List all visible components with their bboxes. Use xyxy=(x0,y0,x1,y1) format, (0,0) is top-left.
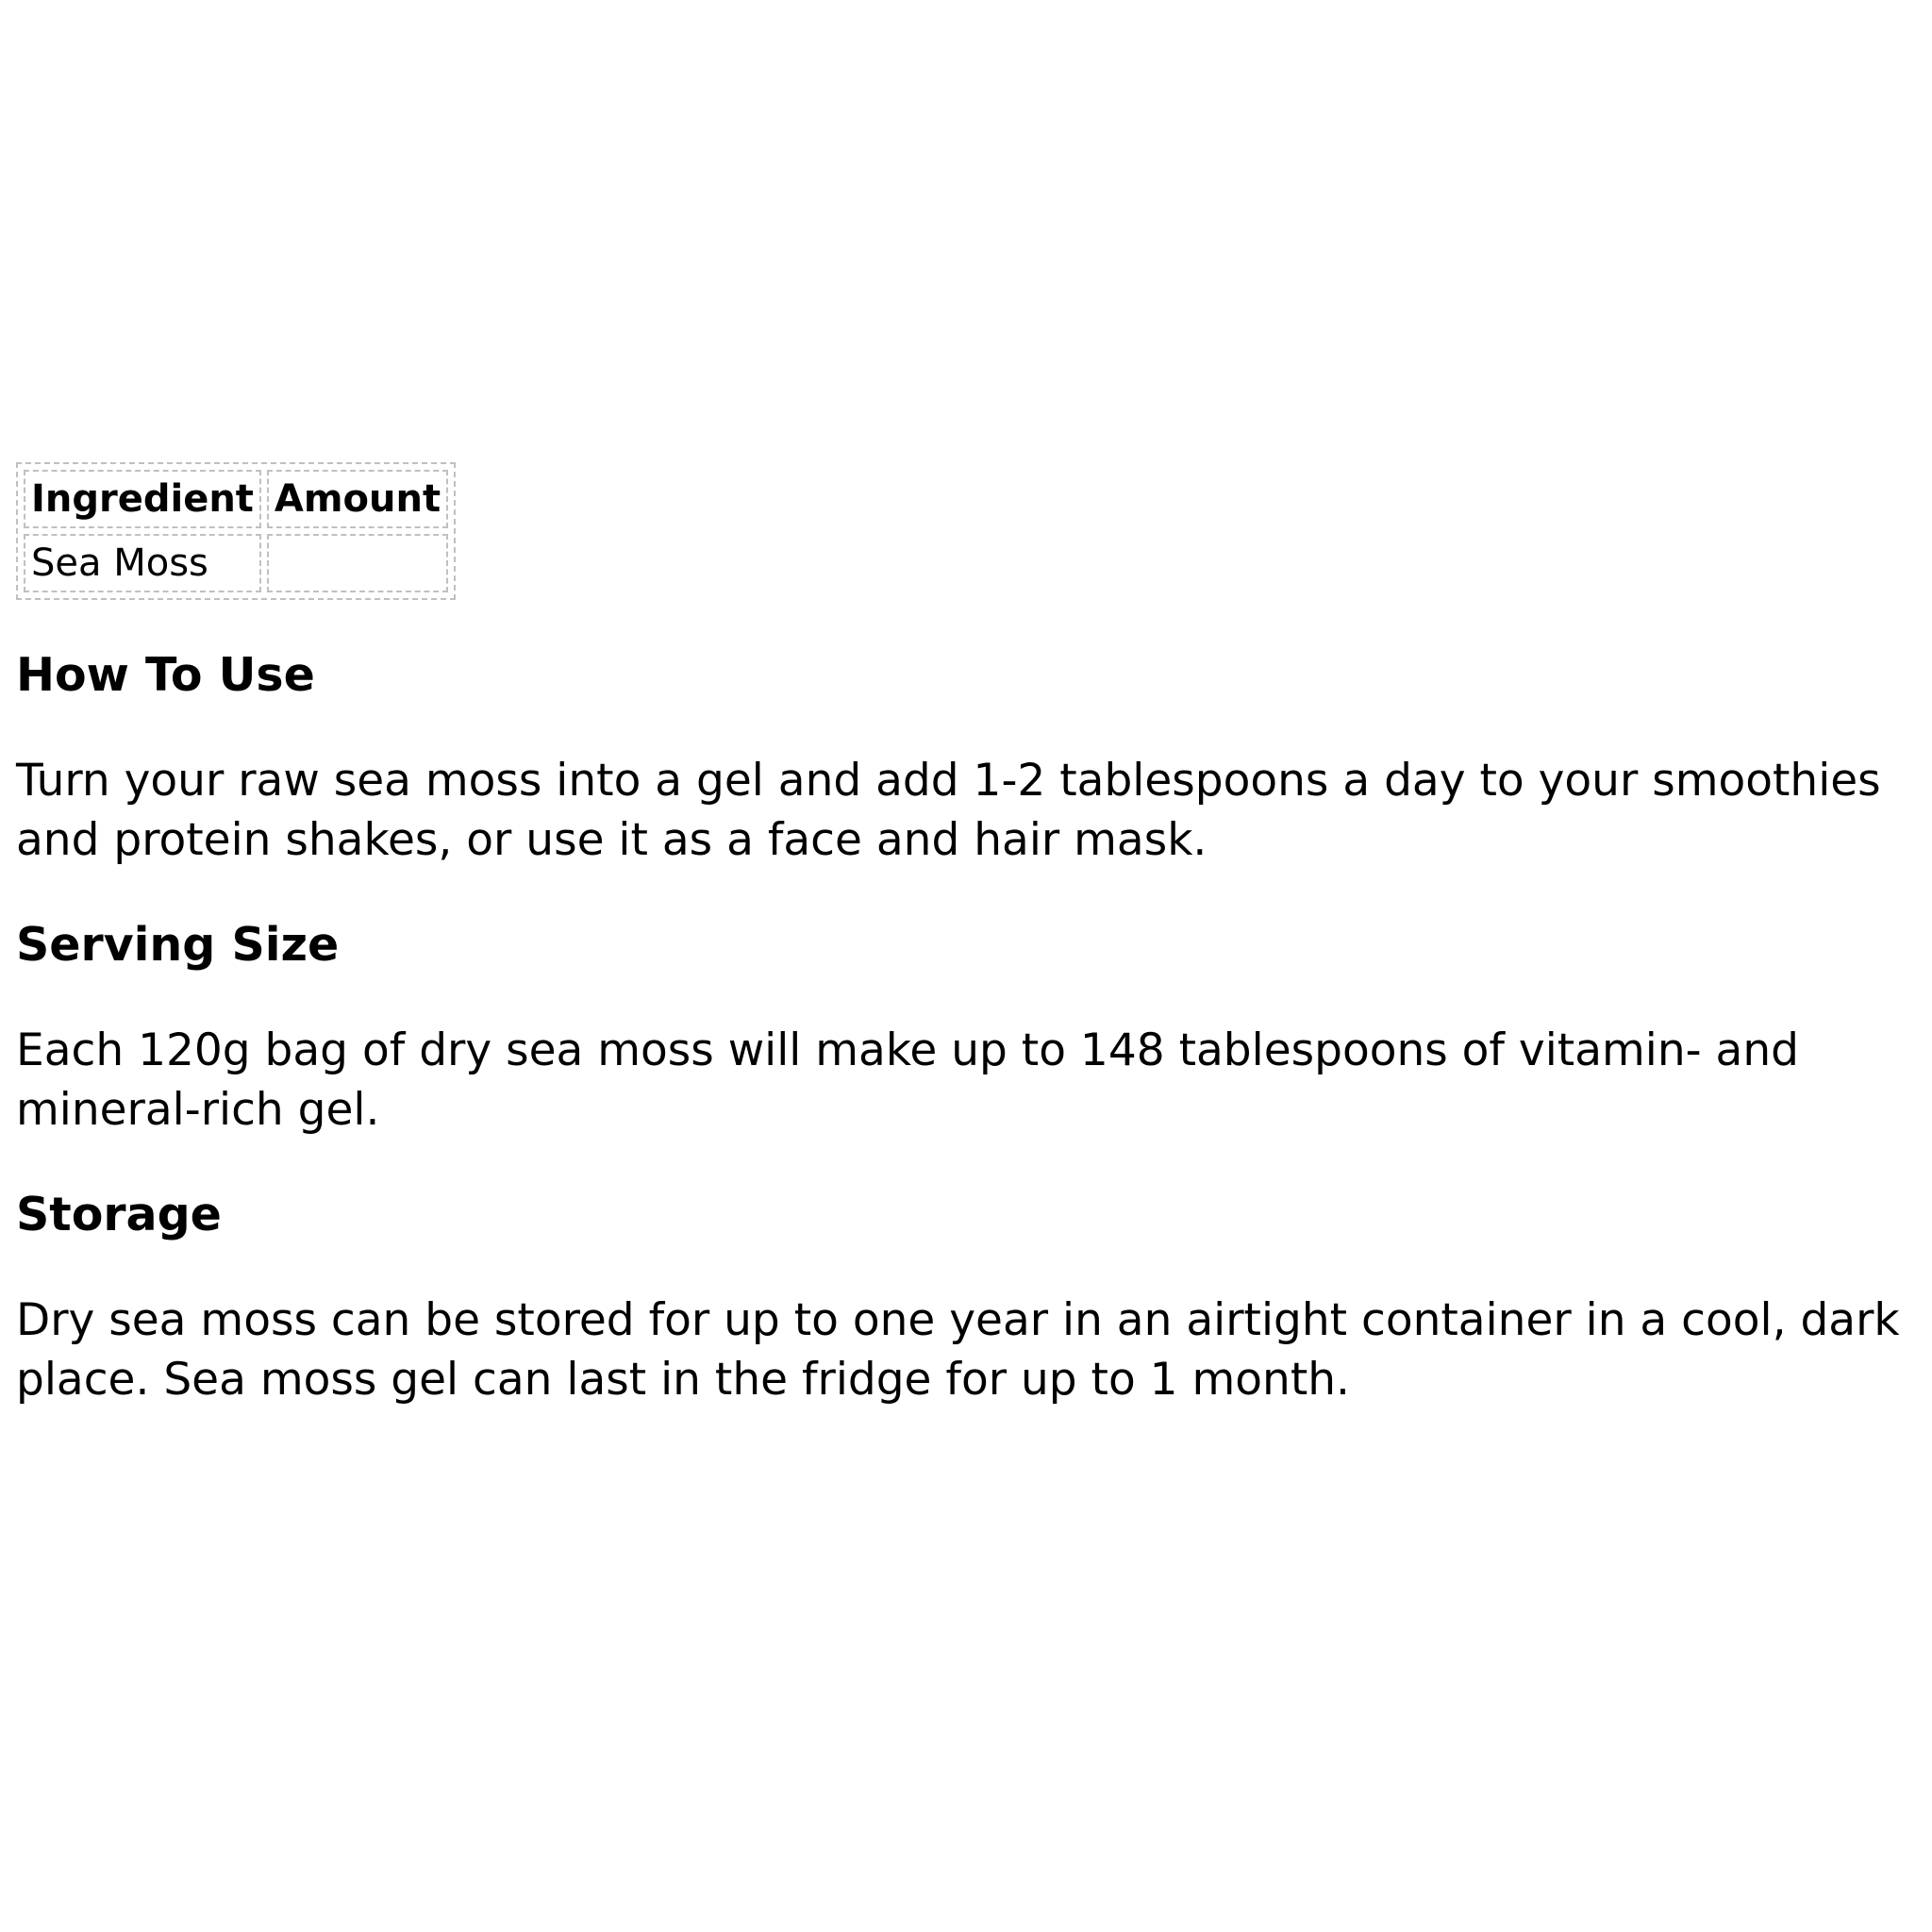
heading-how-to-use: How To Use xyxy=(16,648,315,702)
heading-storage: Storage xyxy=(16,1188,222,1241)
cell-amount xyxy=(267,534,448,592)
column-header-amount: Amount xyxy=(267,470,448,528)
text-storage: Dry sea moss can be stored for up to one year in an airtight container in a cool, dark place. Sea moss gel can last in the fridge for up to 1 month. xyxy=(16,1294,1900,1406)
column-header-ingredient: Ingredient xyxy=(24,470,261,528)
heading-serving-size: Serving Size xyxy=(16,918,340,972)
table-header-row xyxy=(24,470,448,528)
ingredients-table xyxy=(16,462,456,600)
cell-ingredient: Sea Moss xyxy=(24,534,261,592)
text-how-to-use: Turn your raw sea moss into a gel and add 1-2 tablespoons a day to your smoothies and protein shakes, or use it as a face and hair mask. xyxy=(16,755,1881,866)
table-row xyxy=(24,534,448,592)
product-details xyxy=(16,462,1922,1409)
text-serving-size: Each 120g bag of dry sea moss will make up to 148 tablespoons of vitamin- and mineral-rich gel. xyxy=(16,1024,1799,1136)
